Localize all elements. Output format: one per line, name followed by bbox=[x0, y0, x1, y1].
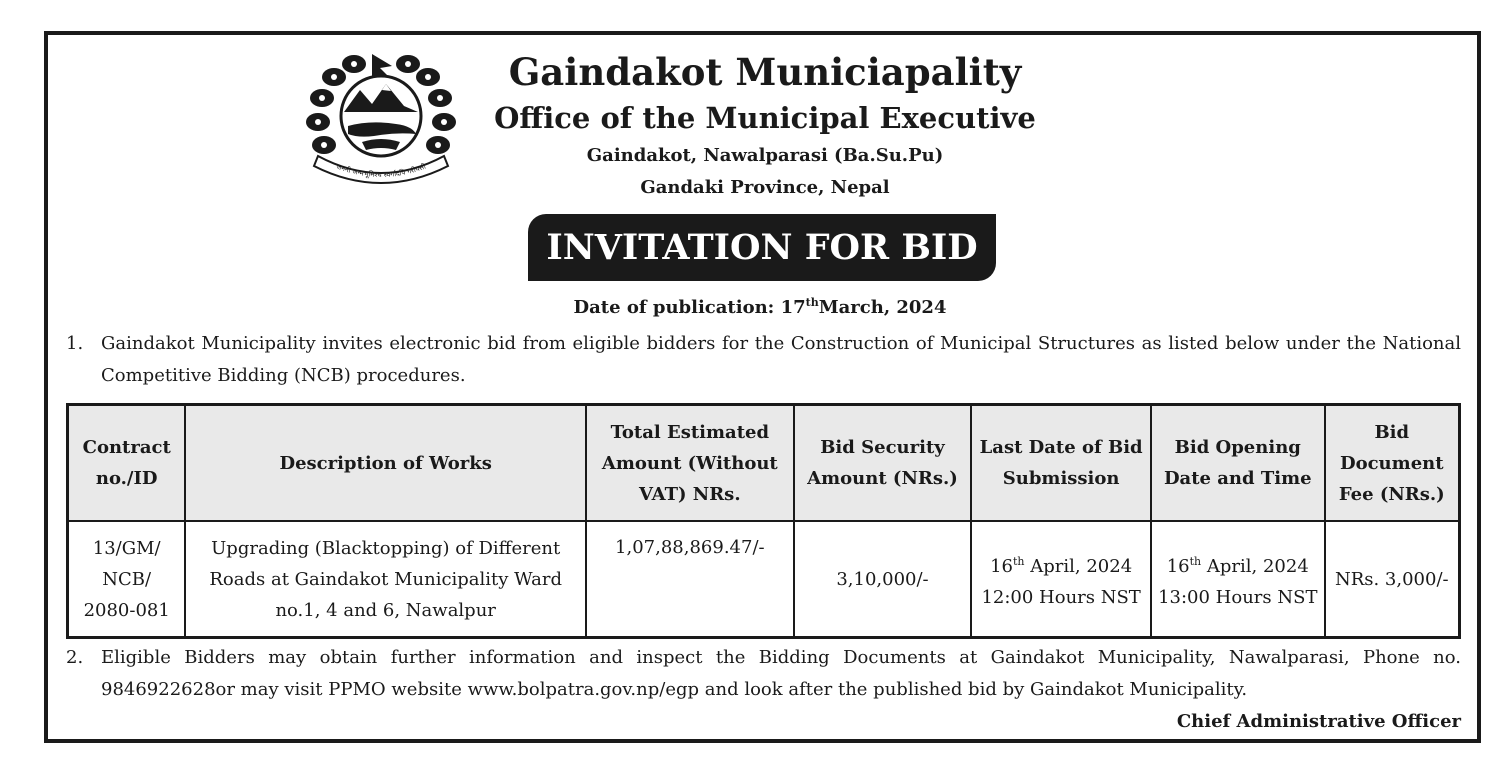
bid-table bbox=[66, 403, 1461, 639]
header-last-date: Last Date of Bid Submission bbox=[971, 405, 1151, 522]
svg-text:जननी जन्मभूमिश्च स्वर्गादपि गर: जननी जन्मभूमिश्च स्वर्गादपि गरीयसी bbox=[335, 162, 427, 180]
paragraph-number: 2. bbox=[66, 647, 84, 668]
paragraph-text: Eligible Bidders may obtain further information and inspect the Bidding Documents at Gaindakot Municipality, Nawalparasi, Phone no. 9846922628or may visit PPMO website www.bolpatra.gov.np/egp and look after the published bid by Gaindakot Municipality. bbox=[101, 647, 1461, 700]
cell-doc-fee: NRs. 3,000/- bbox=[1325, 521, 1460, 638]
signature-title: Chief Administrative Officer bbox=[1176, 711, 1461, 732]
table-header-row bbox=[68, 405, 1460, 522]
header-contract-id: Contract no./ID bbox=[68, 405, 186, 522]
cell-contract-id: 13/GM/ NCB/ 2080-081 bbox=[68, 521, 186, 638]
publication-date: Date of publication: 17thMarch, 2024 bbox=[573, 296, 947, 318]
office-title: Office of the Municipal Executive bbox=[494, 101, 1036, 135]
header-description: Description of Works bbox=[185, 405, 586, 522]
header-estimated-amount: Total Estimated Amount (Without VAT) NRs. bbox=[586, 405, 794, 522]
table-row bbox=[68, 521, 1460, 638]
header-bid-security: Bid Security Amount (NRs.) bbox=[794, 405, 972, 522]
paragraph-number: 1. bbox=[66, 333, 84, 354]
paragraph-2 bbox=[66, 642, 1461, 706]
address-line: Gaindakot, Nawalparasi (Ba.Su.Pu) bbox=[586, 145, 944, 166]
municipality-title: Gaindakot Municiapality bbox=[508, 50, 1022, 94]
cell-opening-date: 16th April, 2024 13:00 Hours NST bbox=[1151, 521, 1325, 638]
province-line: Gandaki Province, Nepal bbox=[640, 177, 890, 198]
cell-description: Upgrading (Blacktopping) of Different Roads at Gaindakot Municipality Ward no.1, 4 and 6, Nawalpur bbox=[185, 521, 586, 638]
cell-bid-security: 3,10,000/- bbox=[794, 521, 972, 638]
header-doc-fee: Bid Document Fee (NRs.) bbox=[1325, 405, 1460, 522]
invitation-banner: INVITATION FOR BID bbox=[528, 214, 996, 281]
paragraph-1 bbox=[66, 328, 1461, 392]
cell-last-date: 16th April, 2024 12:00 Hours NST bbox=[971, 521, 1151, 638]
paragraph-text: Gaindakot Municipality invites electronic bid from eligible bidders for the Construction of Municipal Structures as listed below under the National Competitive Bidding (NCB) procedures. bbox=[101, 333, 1461, 386]
header-opening-date: Bid Opening Date and Time bbox=[1151, 405, 1325, 522]
cell-estimated-amount: 1,07,88,869.47/- bbox=[586, 521, 794, 638]
